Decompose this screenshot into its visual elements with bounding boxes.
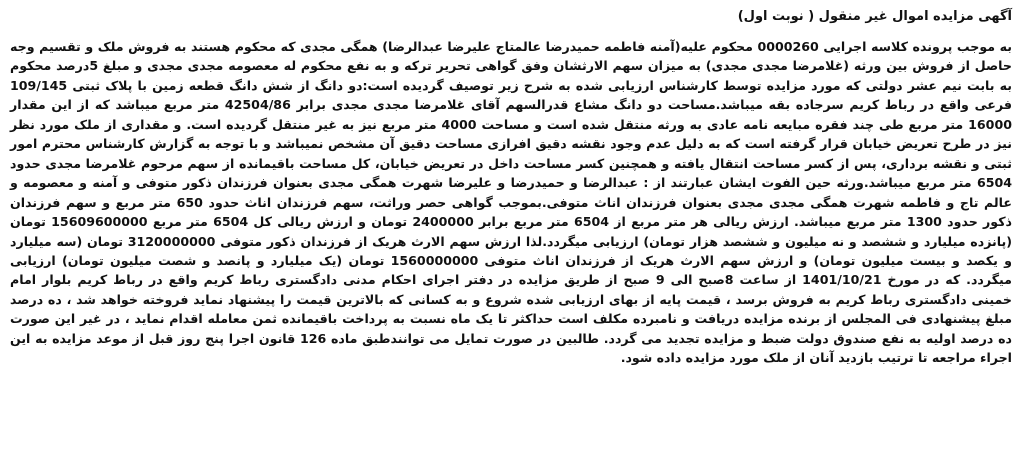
notice-title: آگهی مزایده اموال غیر منقول ( نوبت اول) — [737, 9, 1012, 24]
notice-body: به موجب پرونده کلاسه اجرایی 0000260 محکوم علیه(آمنه فاطمه حمیدرضا عالمتاج علیرضا عبدالرضا) همگی مجدی که محکوم هستند به فروش ملک و تقسیم وجه حاصل از فروش بین ورثه (غلامرضا مجدی مجدی) به میزان سهم الارثشان وفق گواهی تحریر ترکه و به نفع محکوم له معصومه مجدی مجدی و مبلغ 5درصد محکوم به بابت نیم عشر دولتی که مورد مزایده توسط کارشناس ارزیابی شده به شرح زیر توصیف گردیده است:دو دانگ از شش دانگ قطعه زمین با پلاک ثبتی 109/145 فرعی واقع در رباط کریم سرجاده بقه میباشد.مساحت دو دانگ مشاع قدرالسهم آقای غلامرضا مجدی مجدی برابر 42504/86 متر مربع میباشد که از این مقدار 16000 متر مربع طی چند فقره مبایعه نامه عادی به ورثه منتقل شده است و مساحت 4000 متر مربع نیز به غیر منتقل گردیده است. و مقداری از ملک مورد نظر نیز در طرح تعریض خیابان قرار گرفته است که به دلیل عدم وجود نقشه دقیق افرازی مساحت دقیق آن مشخص نمیباشد و با توجه به گزارش کارشناس محترم امور ثبتی و نقشه برداری، پس از کسر مساحت انتقال یافته و همچنین کسر مساحت داخل در تعریض خیابان، کل مساحت باقیمانده از سهم مرحوم غلامرضا مجدی حدود 6504 متر مربع میباشد.ورثه حین الفوت ایشان عبارتند از : عبدالرضا و حمیدرضا و علیرضا شهرت همگی مجدی بعنوان فرزندان ذکور متوفی و آمنه و معصومه و عالم تاج و فاطمه شهرت همگی مجدی مجدی بعنوان فرزندان اناث متوفی.بموجب گواهی حصر وراثت، سهم فرزندان اناث حدود 650 متر مربع و سهم فرزندان ذکور حدود 1300 متر مربع میباشد. ارزش ریالی هر متر مربع از 6504 متر مربع برابر 2400000 تومان و ارزش ریالی کل 6504 متر مربع 15609600000 تومان (پانزده میلیارد و ششصد و نه میلیون و ششصد هزار تومان) ارزیابی میگردد.لذا ارزش سهم الارث هریک از فرزندان ذکور متوفی 3120000000 تومان (سه میلیارد و یکصد و بیست میلیون تومان) و ارزش سهم الارث هریک از فرزندان اناث متوفی 1560000000 تومان (یک میلیارد و پانصد و شصت میلیون تومان) ارزیابی میگردد. که در مورخ 1401/10/21 از ساعت 8صبح الی 9 صبح از طریق مزایده در دفتر اجرای احکام مدنی دادگستری رباط کریم واقع در رباط کریم بلوار امام خمینی دادگستری رباط کریم به فروش برسد ، قیمت پایه از بهای ارزیابی شده شروع و به کسانی که بالاترین قیمت را پیشنهاد نماید فروخته خواهد شد ، ده درصد مبلغ پیشنهادی فی المجلس از برنده مزایده دریافت و نامبرده مکلف است حداکثر تا یک ماه نسبت به پرداخت باقیمانده ثمن معامله اقدام نماید ، در غیر این صورت ده درصد اولیه به نفع صندوق دولت ضبط و مزایده تجدید می گردد. طالبین در صورت تمایل می توانندطبق ماده 126 قانون اجرا پنج روز قبل از موعد مزایده به این اجراء مراجعه تا ترتیب بازدید آنان از ملک مورد مزایده داده شود. — [10, 39, 1012, 366]
